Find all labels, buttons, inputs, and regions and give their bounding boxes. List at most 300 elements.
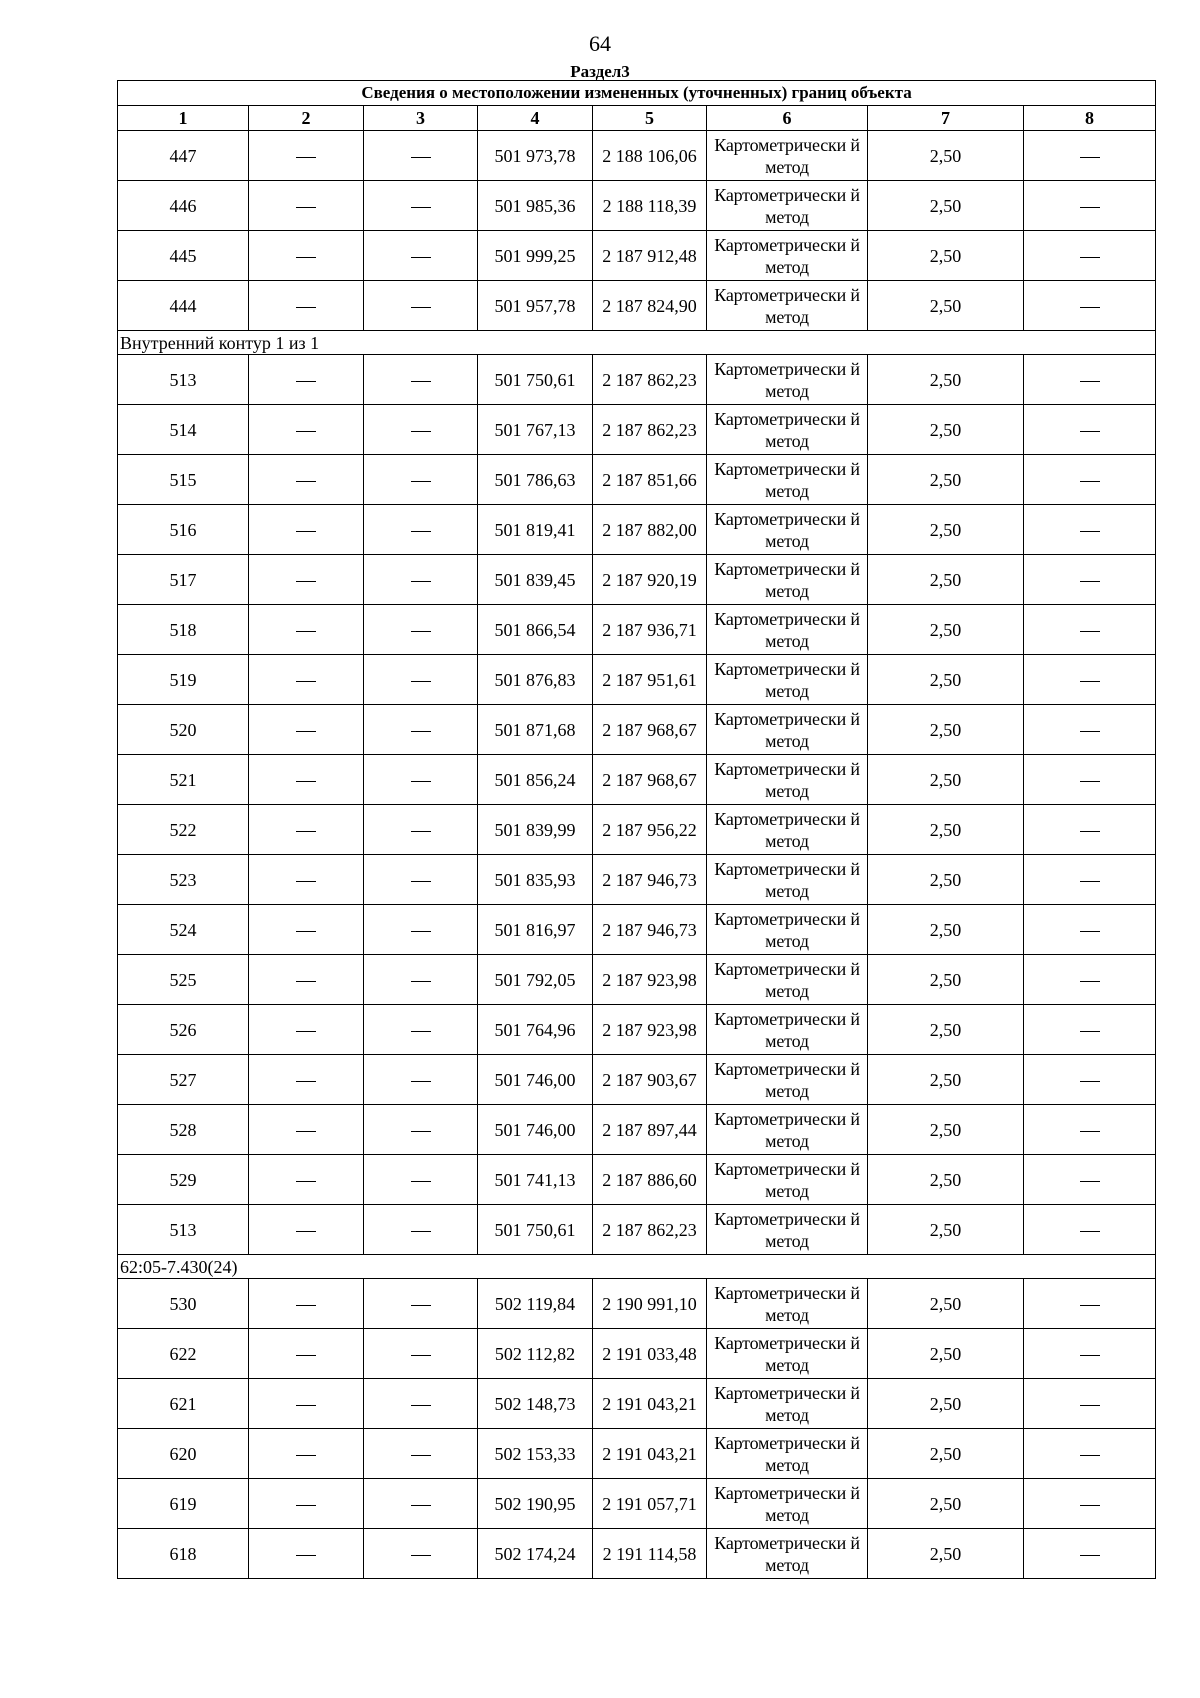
empty-cell-col2 <box>249 231 364 281</box>
dash-mark <box>411 831 431 832</box>
point-number-cell: 519 <box>118 655 249 705</box>
empty-cell-col3 <box>364 131 478 181</box>
dash-mark <box>411 207 431 208</box>
method-cell: Картометрически й метод <box>707 231 868 281</box>
empty-cell-col3 <box>364 1329 478 1379</box>
empty-cell-col2 <box>249 755 364 805</box>
x-coordinate-cell: 501 999,25 <box>478 231 593 281</box>
contour-group-row <box>118 331 1156 355</box>
empty-cell-col8 <box>1024 505 1156 555</box>
accuracy-cell: 2,50 <box>868 1279 1024 1329</box>
empty-cell-col3 <box>364 1055 478 1105</box>
x-coordinate-cell: 501 957,78 <box>478 281 593 331</box>
method-cell: Картометрически й метод <box>707 755 868 805</box>
point-number-cell: 447 <box>118 131 249 181</box>
x-coordinate-cell: 501 835,93 <box>478 855 593 905</box>
empty-cell-col2 <box>249 955 364 1005</box>
point-number-cell: 515 <box>118 455 249 505</box>
y-coordinate-cell: 2 187 882,00 <box>593 505 707 555</box>
table-caption-row <box>118 81 1156 106</box>
empty-cell-col3 <box>364 805 478 855</box>
table-row <box>118 1429 1156 1479</box>
empty-cell-col3 <box>364 655 478 705</box>
point-number-cell: 517 <box>118 555 249 605</box>
method-cell: Картометрически й метод <box>707 905 868 955</box>
empty-cell-col3 <box>364 705 478 755</box>
dash-mark <box>411 1231 431 1232</box>
x-coordinate-cell: 501 839,45 <box>478 555 593 605</box>
empty-cell-col2 <box>249 905 364 955</box>
point-number-cell: 516 <box>118 505 249 555</box>
method-cell: Картометрически й метод <box>707 805 868 855</box>
table-row <box>118 455 1156 505</box>
point-number-cell: 530 <box>118 1279 249 1329</box>
table-row <box>118 505 1156 555</box>
dash-mark <box>411 1455 431 1456</box>
empty-cell-col2 <box>249 455 364 505</box>
table-row <box>118 905 1156 955</box>
point-number-cell: 525 <box>118 955 249 1005</box>
x-coordinate-cell: 501 741,13 <box>478 1155 593 1205</box>
dash-mark <box>411 307 431 308</box>
x-coordinate-cell: 501 856,24 <box>478 755 593 805</box>
dash-mark <box>411 1031 431 1032</box>
point-number-cell: 529 <box>118 1155 249 1205</box>
empty-cell-col3 <box>364 231 478 281</box>
empty-cell-col2 <box>249 281 364 331</box>
table-row <box>118 1055 1156 1105</box>
y-coordinate-cell: 2 191 033,48 <box>593 1329 707 1379</box>
table-row <box>118 405 1156 455</box>
dash-mark <box>1080 431 1100 432</box>
dash-mark <box>296 1031 316 1032</box>
empty-cell-col3 <box>364 1155 478 1205</box>
table-row <box>118 655 1156 705</box>
table-caption: Сведения о местоположении измененных (уточненных) границ объекта <box>118 81 1156 106</box>
dash-mark <box>411 531 431 532</box>
contour-group-label: Внутренний контур 1 из 1 <box>118 331 1156 355</box>
contour-group-label: 62:05-7.430(24) <box>118 1255 1156 1279</box>
y-coordinate-cell: 2 190 991,10 <box>593 1279 707 1329</box>
dash-mark <box>296 881 316 882</box>
x-coordinate-cell: 501 871,68 <box>478 705 593 755</box>
x-coordinate-cell: 501 816,97 <box>478 905 593 955</box>
accuracy-cell: 2,50 <box>868 655 1024 705</box>
y-coordinate-cell: 2 187 824,90 <box>593 281 707 331</box>
x-coordinate-cell: 501 767,13 <box>478 405 593 455</box>
empty-cell-col8 <box>1024 281 1156 331</box>
empty-cell-col3 <box>364 905 478 955</box>
x-coordinate-cell: 501 866,54 <box>478 605 593 655</box>
table-row <box>118 181 1156 231</box>
y-coordinate-cell: 2 187 862,23 <box>593 1205 707 1255</box>
dash-mark <box>1080 981 1100 982</box>
x-coordinate-cell: 501 819,41 <box>478 505 593 555</box>
table-row <box>118 131 1156 181</box>
empty-cell-col8 <box>1024 1005 1156 1055</box>
point-number-cell: 513 <box>118 1205 249 1255</box>
dash-mark <box>296 1181 316 1182</box>
empty-cell-col2 <box>249 1279 364 1329</box>
dash-mark <box>1080 681 1100 682</box>
dash-mark <box>411 257 431 258</box>
method-cell: Картометрически й метод <box>707 1055 868 1105</box>
dash-mark <box>296 481 316 482</box>
table-row <box>118 1379 1156 1429</box>
column-header: 1 <box>118 106 249 131</box>
x-coordinate-cell: 501 973,78 <box>478 131 593 181</box>
table-row <box>118 855 1156 905</box>
dash-mark <box>411 481 431 482</box>
dash-mark <box>411 1505 431 1506</box>
x-coordinate-cell: 501 876,83 <box>478 655 593 705</box>
point-number-cell: 523 <box>118 855 249 905</box>
dash-mark <box>1080 307 1100 308</box>
dash-mark <box>411 1081 431 1082</box>
method-cell: Картометрически й метод <box>707 355 868 405</box>
table-row <box>118 1479 1156 1529</box>
y-coordinate-cell: 2 187 968,67 <box>593 755 707 805</box>
x-coordinate-cell: 501 786,63 <box>478 455 593 505</box>
y-coordinate-cell: 2 187 862,23 <box>593 405 707 455</box>
dash-mark <box>1080 1355 1100 1356</box>
accuracy-cell: 2,50 <box>868 1529 1024 1579</box>
dash-mark <box>296 531 316 532</box>
accuracy-cell: 2,50 <box>868 1205 1024 1255</box>
accuracy-cell: 2,50 <box>868 355 1024 405</box>
empty-cell-col8 <box>1024 1279 1156 1329</box>
empty-cell-col2 <box>249 1379 364 1429</box>
empty-cell-col8 <box>1024 1529 1156 1579</box>
empty-cell-col8 <box>1024 605 1156 655</box>
dash-mark <box>296 257 316 258</box>
empty-cell-col2 <box>249 1105 364 1155</box>
empty-cell-col3 <box>364 1429 478 1479</box>
section-title: Раздел3 <box>570 62 630 81</box>
empty-cell-col2 <box>249 705 364 755</box>
accuracy-cell: 2,50 <box>868 955 1024 1005</box>
dash-mark <box>296 1355 316 1356</box>
dash-mark <box>1080 1231 1100 1232</box>
method-cell: Картометрически й метод <box>707 605 868 655</box>
x-coordinate-cell: 501 750,61 <box>478 355 593 405</box>
x-coordinate-cell: 502 174,24 <box>478 1529 593 1579</box>
empty-cell-col8 <box>1024 1155 1156 1205</box>
empty-cell-col8 <box>1024 1329 1156 1379</box>
empty-cell-col8 <box>1024 855 1156 905</box>
empty-cell-col8 <box>1024 131 1156 181</box>
table-row <box>118 231 1156 281</box>
x-coordinate-cell: 501 985,36 <box>478 181 593 231</box>
dash-mark <box>296 831 316 832</box>
dash-mark <box>1080 931 1100 932</box>
point-number-cell: 444 <box>118 281 249 331</box>
point-number-cell: 619 <box>118 1479 249 1529</box>
empty-cell-col3 <box>364 405 478 455</box>
dash-mark <box>411 381 431 382</box>
accuracy-cell: 2,50 <box>868 1155 1024 1205</box>
accuracy-cell: 2,50 <box>868 755 1024 805</box>
empty-cell-col3 <box>364 1105 478 1155</box>
table-row <box>118 605 1156 655</box>
page-number: 64 <box>589 31 611 56</box>
empty-cell-col3 <box>364 1005 478 1055</box>
method-cell: Картометрически й метод <box>707 1429 868 1479</box>
empty-cell-col2 <box>249 1329 364 1379</box>
dash-mark <box>411 157 431 158</box>
y-coordinate-cell: 2 191 043,21 <box>593 1429 707 1479</box>
accuracy-cell: 2,50 <box>868 1329 1024 1379</box>
point-number-cell: 513 <box>118 355 249 405</box>
empty-cell-col8 <box>1024 405 1156 455</box>
accuracy-cell: 2,50 <box>868 805 1024 855</box>
column-header: 3 <box>364 106 478 131</box>
empty-cell-col3 <box>364 1529 478 1579</box>
accuracy-cell: 2,50 <box>868 231 1024 281</box>
accuracy-cell: 2,50 <box>868 181 1024 231</box>
table-row <box>118 555 1156 605</box>
empty-cell-col2 <box>249 1005 364 1055</box>
empty-cell-col8 <box>1024 1429 1156 1479</box>
point-number-cell: 445 <box>118 231 249 281</box>
method-cell: Картометрически й метод <box>707 131 868 181</box>
dash-mark <box>1080 881 1100 882</box>
x-coordinate-cell: 501 750,61 <box>478 1205 593 1255</box>
dash-mark <box>1080 631 1100 632</box>
empty-cell-col2 <box>249 1155 364 1205</box>
dash-mark <box>411 1305 431 1306</box>
dash-mark <box>411 431 431 432</box>
empty-cell-col8 <box>1024 555 1156 605</box>
y-coordinate-cell: 2 187 912,48 <box>593 231 707 281</box>
empty-cell-col8 <box>1024 905 1156 955</box>
empty-cell-col2 <box>249 805 364 855</box>
dash-mark <box>296 431 316 432</box>
dash-mark <box>296 1231 316 1232</box>
y-coordinate-cell: 2 188 118,39 <box>593 181 707 231</box>
empty-cell-col2 <box>249 405 364 455</box>
dash-mark <box>1080 1131 1100 1132</box>
x-coordinate-cell: 502 148,73 <box>478 1379 593 1429</box>
dash-mark <box>296 207 316 208</box>
point-number-cell: 524 <box>118 905 249 955</box>
dash-mark <box>296 981 316 982</box>
contour-group-row <box>118 1255 1156 1279</box>
dash-mark <box>1080 581 1100 582</box>
empty-cell-col8 <box>1024 1479 1156 1529</box>
column-header: 2 <box>249 106 364 131</box>
x-coordinate-cell: 501 792,05 <box>478 955 593 1005</box>
y-coordinate-cell: 2 191 043,21 <box>593 1379 707 1429</box>
dash-mark <box>1080 257 1100 258</box>
y-coordinate-cell: 2 187 946,73 <box>593 905 707 955</box>
empty-cell-col3 <box>364 1205 478 1255</box>
empty-cell-col3 <box>364 955 478 1005</box>
accuracy-cell: 2,50 <box>868 405 1024 455</box>
x-coordinate-cell: 501 839,99 <box>478 805 593 855</box>
dash-mark <box>1080 1405 1100 1406</box>
empty-cell-col2 <box>249 855 364 905</box>
dash-mark <box>296 307 316 308</box>
y-coordinate-cell: 2 187 951,61 <box>593 655 707 705</box>
method-cell: Картометрически й метод <box>707 1005 868 1055</box>
empty-cell-col2 <box>249 355 364 405</box>
empty-cell-col8 <box>1024 455 1156 505</box>
dash-mark <box>411 1131 431 1132</box>
column-header: 7 <box>868 106 1024 131</box>
y-coordinate-cell: 2 187 862,23 <box>593 355 707 405</box>
table-row <box>118 805 1156 855</box>
table-row <box>118 705 1156 755</box>
dash-mark <box>1080 731 1100 732</box>
empty-cell-col2 <box>249 131 364 181</box>
empty-cell-col3 <box>364 181 478 231</box>
point-number-cell: 621 <box>118 1379 249 1429</box>
table-row <box>118 281 1156 331</box>
column-header: 6 <box>707 106 868 131</box>
x-coordinate-cell: 502 190,95 <box>478 1479 593 1529</box>
empty-cell-col2 <box>249 1205 364 1255</box>
y-coordinate-cell: 2 191 114,58 <box>593 1529 707 1579</box>
dash-mark <box>1080 381 1100 382</box>
column-header-row <box>118 106 1156 131</box>
method-cell: Картометрически й метод <box>707 655 868 705</box>
empty-cell-col3 <box>364 1279 478 1329</box>
dash-mark <box>411 631 431 632</box>
empty-cell-col8 <box>1024 231 1156 281</box>
dash-mark <box>411 981 431 982</box>
method-cell: Картометрически й метод <box>707 1205 868 1255</box>
y-coordinate-cell: 2 187 886,60 <box>593 1155 707 1205</box>
dash-mark <box>411 931 431 932</box>
empty-cell-col3 <box>364 755 478 805</box>
accuracy-cell: 2,50 <box>868 1479 1024 1529</box>
x-coordinate-cell: 501 746,00 <box>478 1055 593 1105</box>
dash-mark <box>411 881 431 882</box>
accuracy-cell: 2,50 <box>868 1105 1024 1155</box>
point-number-cell: 522 <box>118 805 249 855</box>
dash-mark <box>1080 1455 1100 1456</box>
accuracy-cell: 2,50 <box>868 455 1024 505</box>
accuracy-cell: 2,50 <box>868 505 1024 555</box>
empty-cell-col2 <box>249 1429 364 1479</box>
accuracy-cell: 2,50 <box>868 1429 1024 1479</box>
dash-mark <box>1080 157 1100 158</box>
accuracy-cell: 2,50 <box>868 555 1024 605</box>
y-coordinate-cell: 2 187 923,98 <box>593 955 707 1005</box>
table-row <box>118 1155 1156 1205</box>
dash-mark <box>1080 1031 1100 1032</box>
dash-mark <box>411 1555 431 1556</box>
empty-cell-col2 <box>249 181 364 231</box>
empty-cell-col3 <box>364 355 478 405</box>
table-body <box>118 81 1156 1579</box>
dash-mark <box>296 1305 316 1306</box>
empty-cell-col2 <box>249 655 364 705</box>
dash-mark <box>296 1405 316 1406</box>
table-row <box>118 1005 1156 1055</box>
column-header: 8 <box>1024 106 1156 131</box>
method-cell: Картометрически й метод <box>707 505 868 555</box>
dash-mark <box>1080 207 1100 208</box>
y-coordinate-cell: 2 187 851,66 <box>593 455 707 505</box>
empty-cell-col3 <box>364 281 478 331</box>
dash-mark <box>296 1455 316 1456</box>
method-cell: Картометрически й метод <box>707 705 868 755</box>
y-coordinate-cell: 2 187 903,67 <box>593 1055 707 1105</box>
dash-mark <box>296 1081 316 1082</box>
empty-cell-col8 <box>1024 805 1156 855</box>
dash-mark <box>1080 1181 1100 1182</box>
dash-mark <box>296 681 316 682</box>
dash-mark <box>411 1405 431 1406</box>
dash-mark <box>411 681 431 682</box>
dash-mark <box>296 1555 316 1556</box>
dash-mark <box>411 1355 431 1356</box>
method-cell: Картометрически й метод <box>707 955 868 1005</box>
empty-cell-col3 <box>364 605 478 655</box>
table-row <box>118 1329 1156 1379</box>
point-number-cell: 520 <box>118 705 249 755</box>
dash-mark <box>411 1181 431 1182</box>
table-row <box>118 755 1156 805</box>
dash-mark <box>1080 531 1100 532</box>
table-row <box>118 1105 1156 1155</box>
accuracy-cell: 2,50 <box>868 1005 1024 1055</box>
empty-cell-col2 <box>249 505 364 555</box>
method-cell: Картометрически й метод <box>707 1479 868 1529</box>
y-coordinate-cell: 2 187 920,19 <box>593 555 707 605</box>
point-number-cell: 622 <box>118 1329 249 1379</box>
empty-cell-col8 <box>1024 1205 1156 1255</box>
y-coordinate-cell: 2 187 923,98 <box>593 1005 707 1055</box>
y-coordinate-cell: 2 187 956,22 <box>593 805 707 855</box>
accuracy-cell: 2,50 <box>868 1055 1024 1105</box>
point-number-cell: 518 <box>118 605 249 655</box>
point-number-cell: 526 <box>118 1005 249 1055</box>
method-cell: Картометрически й метод <box>707 405 868 455</box>
accuracy-cell: 2,50 <box>868 131 1024 181</box>
dash-mark <box>296 731 316 732</box>
empty-cell-col3 <box>364 555 478 605</box>
empty-cell-col3 <box>364 1479 478 1529</box>
dash-mark <box>411 581 431 582</box>
point-number-cell: 514 <box>118 405 249 455</box>
empty-cell-col3 <box>364 505 478 555</box>
empty-cell-col3 <box>364 455 478 505</box>
column-header: 5 <box>593 106 707 131</box>
empty-cell-col3 <box>364 1379 478 1429</box>
dash-mark <box>296 581 316 582</box>
accuracy-cell: 2,50 <box>868 281 1024 331</box>
empty-cell-col8 <box>1024 1055 1156 1105</box>
dash-mark <box>1080 1081 1100 1082</box>
method-cell: Картометрически й метод <box>707 281 868 331</box>
dash-mark <box>296 381 316 382</box>
table-row <box>118 1279 1156 1329</box>
empty-cell-col8 <box>1024 755 1156 805</box>
empty-cell-col8 <box>1024 655 1156 705</box>
dash-mark <box>411 731 431 732</box>
empty-cell-col2 <box>249 1529 364 1579</box>
method-cell: Картометрически й метод <box>707 1529 868 1579</box>
y-coordinate-cell: 2 187 897,44 <box>593 1105 707 1155</box>
dash-mark <box>1080 781 1100 782</box>
column-header: 4 <box>478 106 593 131</box>
method-cell: Картометрически й метод <box>707 1155 868 1205</box>
method-cell: Картометрически й метод <box>707 1379 868 1429</box>
table-row <box>118 1205 1156 1255</box>
